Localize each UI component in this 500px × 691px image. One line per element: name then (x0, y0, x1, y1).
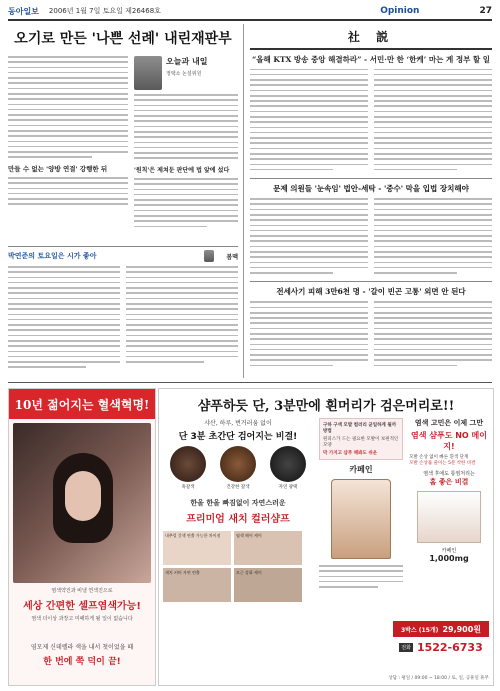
poetry-column (8, 250, 238, 378)
delivery-text-2: 홈 좋은 비결 (429, 478, 469, 486)
product-brand: 카페인 (349, 465, 373, 474)
product-card (319, 418, 403, 460)
issue-date: 2006년 1월 7일 토요일 제26468호 (48, 7, 161, 15)
poem-tag: 봄맥 (226, 253, 238, 261)
feature-box-1: 내추럴 갈색 연출 가능한 차이점 (163, 531, 231, 565)
offer-free: 염색 샴푸도 NO 메이지! (411, 431, 487, 451)
right-ad-title: 샴푸하듯 단, 3분만에 흰머리가 검은머리로!! (197, 399, 455, 414)
right-price-label: 카페인 (441, 548, 457, 554)
feature-box-3: 새치 커버 자연 연출 (163, 568, 231, 602)
top-rule (8, 19, 492, 21)
left-ad-footer1: 염모제 신데렐라 색을 내서 첫이었을 때 (30, 644, 134, 651)
editorial-section (250, 24, 492, 378)
product-bottle (331, 479, 391, 559)
card-sub: 원피스가 드는 필요한 모발이 보편적인 모양 (323, 437, 399, 448)
card-title: 구하 구색 모발 컬러리 균일하게 될까 방법 (323, 423, 397, 434)
left-ad-photo (13, 423, 151, 583)
left-ad-banner: 10년 젊어지는 혈색혁명! (9, 389, 155, 419)
color-label-2: 건강한 갈색 (226, 485, 250, 490)
opinion-column (8, 24, 238, 242)
left-advertisement[interactable] (8, 388, 156, 686)
newspaper-logo: 동아일보 (8, 6, 39, 16)
hair-sample-3 (270, 446, 306, 482)
product-box (417, 491, 481, 543)
color-label-1: 흑갈색 (181, 485, 195, 490)
left-ad-sub2: 염색 더이상 과장고 미패하게 될 일이 없습니다 (31, 616, 133, 622)
sale-price: 29,900원 (442, 624, 482, 634)
phone-label: 전화 (401, 645, 411, 651)
column-pull-quote: 만들 수 없는 '양방 연결' 강행한 뒤 (8, 164, 108, 173)
editorial-mid-headline: 문제 의원들 '눈속임' 법안-세탁 - '중수' 막을 입법 장치해야 (273, 184, 469, 194)
price-button[interactable] (393, 621, 489, 637)
right-ad-sub1: 샤산, 하루, 번거러움 없이 (204, 420, 272, 427)
left-ad-sub1: 염색약진과 비낼 연색진으로 (51, 588, 113, 594)
page-number: 27 (479, 6, 492, 16)
poet-portrait (204, 250, 214, 262)
editorial-banner: 社 説 (347, 30, 395, 44)
model-face-shape (65, 471, 101, 521)
editorial-lead-headline: “올해 KTX 방송 중앙 해결하라” - 서민·만 한 ‘한케’ 마는 게 정부 할 일 (251, 54, 491, 64)
hair-sample-2 (220, 446, 256, 482)
right-advertisement[interactable] (158, 388, 494, 686)
masthead (8, 4, 492, 18)
column-author: 정택소 논설위원 (166, 71, 202, 77)
color-label-3: 자연 광택 (278, 485, 298, 490)
left-ad-title: 세상 간편한 셀프염색가능! (23, 601, 141, 612)
ad-divider (8, 382, 492, 383)
phone-row[interactable] (393, 641, 489, 654)
hair-sample-1 (170, 446, 206, 482)
section-title: Opinion (380, 6, 420, 16)
poetry-column-title: 박연준의 토요일은 시가 좋아 (8, 252, 97, 260)
column-kicker: 오늘과 내일 (166, 57, 208, 66)
right-price-value: 1,000mg (429, 554, 469, 563)
offer-title: 염색 고민은 이제 그만 (414, 419, 484, 427)
consult-hours: 상담 : 평일 / 09:00 ~ 18:00 / 토, 일, 공휴일 휴무 (388, 676, 489, 681)
editorial-lower-headline: 전세사기 피해 3만6천 명 - '갈이 빈곤 고통' 외면 안 된다 (276, 287, 466, 297)
left-ad-footer2: 한 번에 쭉 덕이 끝! (43, 657, 121, 667)
delivery-text: 염색 후에도 통염처리는 (423, 471, 475, 477)
offer-line1: 모발 손상 없이 빠른 흰색 단계 (409, 455, 469, 460)
right-ad-promo2: 프리미엄 새치 컬러샴프 (186, 514, 290, 525)
column-body-text-1 (8, 56, 128, 158)
offer-line2: 모발 손상률 줄이는 5분 착한 비결 (409, 461, 476, 466)
feature-box-4: 모근 강화 케어 (234, 568, 302, 602)
card-red: 막 가지고 샴푸 해봐도 쉬운 (323, 451, 378, 456)
column-headline: 오기로 만든 '나쁜 선례' 내린재판부 (14, 31, 232, 47)
right-ad-sub2: 단 3분 초간단 검어지는 비결! (178, 432, 298, 442)
column-separator (243, 24, 244, 378)
right-ad-promo1: 한올 한올 빠짐없이 자연스러운 (190, 499, 286, 507)
sale-label: 3박스 (15개) (400, 626, 439, 634)
feature-box-2: 염색 헤어 케어 (234, 531, 302, 565)
author-portrait (134, 56, 162, 90)
phone-number[interactable]: 1522-6733 (416, 641, 483, 654)
column-divider (8, 246, 238, 247)
column-subhead: '원칙'은 제쳐둔 판단에 법 앞에 섰다 (134, 166, 230, 174)
